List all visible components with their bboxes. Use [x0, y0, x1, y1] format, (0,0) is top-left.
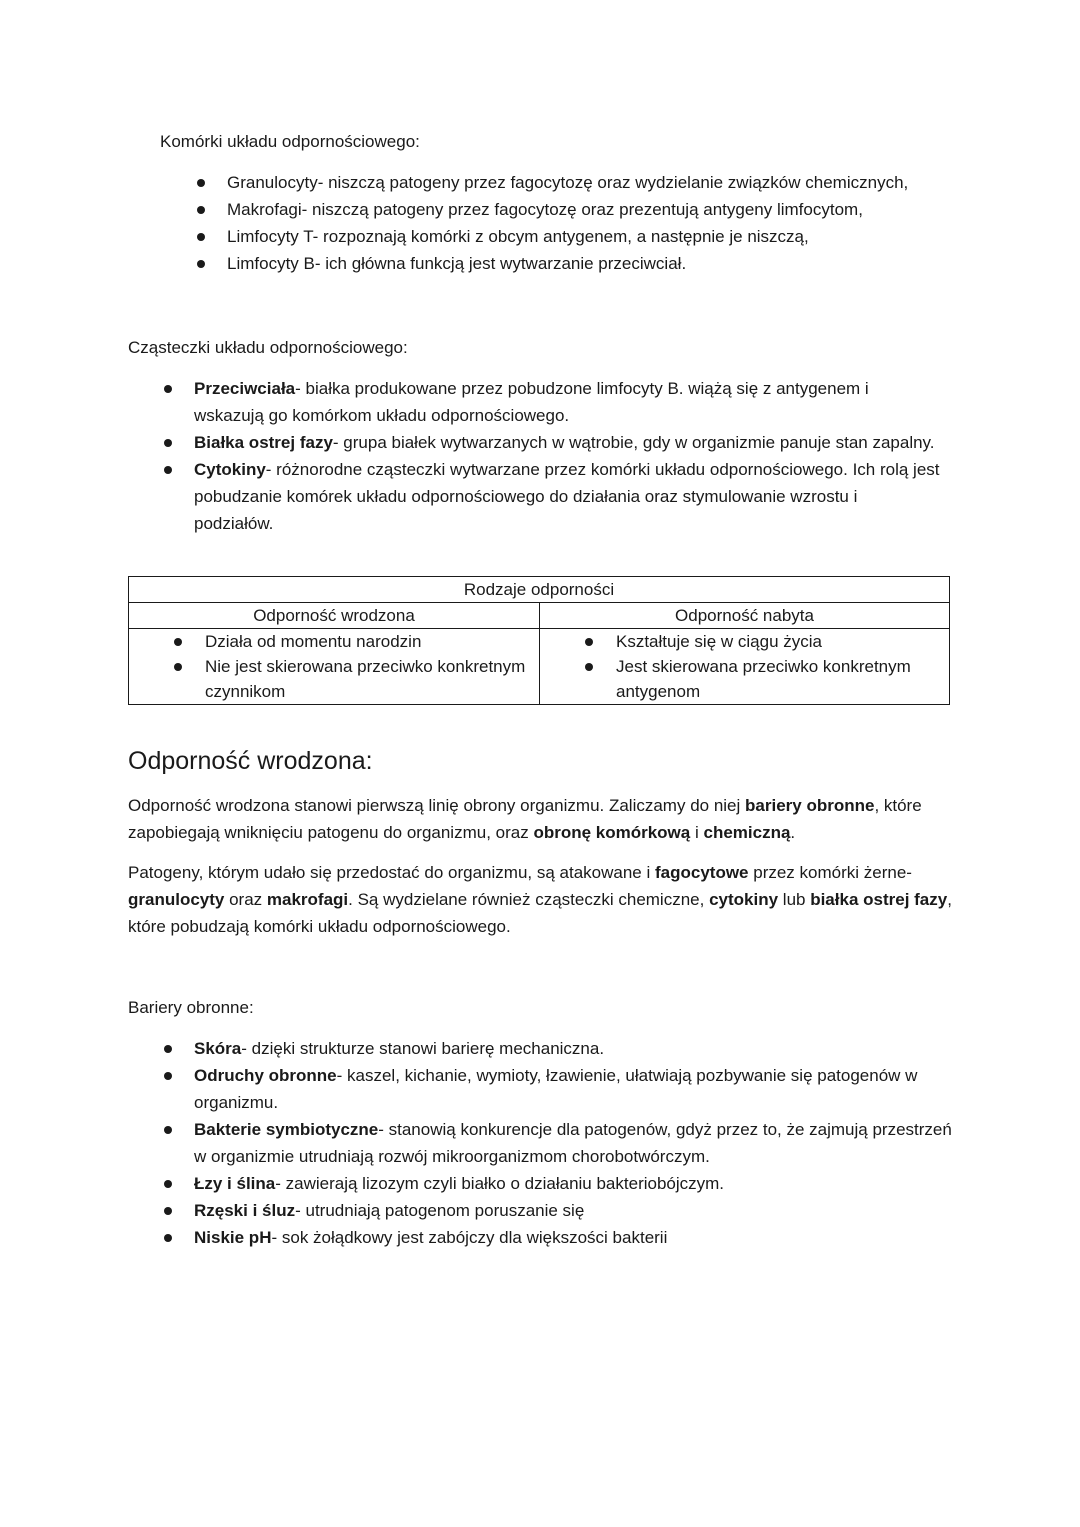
list-item: Odruchy obronne- kaszel, kichanie, wymioty, łzawienie, ułatwiają pozbywanie się patogenów w organizmu.	[160, 1062, 960, 1116]
list-item: Nie jest skierowana przeciwko konkretnym czynnikom	[129, 654, 539, 704]
molecules-heading: Cząsteczki układu odpornościowego:	[128, 338, 408, 357]
barriers-heading: Bariery obronne:	[128, 998, 254, 1017]
list-item: Cytokiny- różnorodne cząsteczki wytwarzane przez komórki układu odpornościowego. Ich rolą jest pobudzanie komórek układu odpornościowego do działania oraz stymulowanie wzrostu i podziałów.	[160, 456, 940, 537]
bullet-icon	[164, 1180, 172, 1188]
bullet-icon	[164, 466, 172, 474]
bullet-icon	[164, 1072, 172, 1080]
bullet-icon	[164, 439, 172, 447]
bullet-icon	[585, 638, 593, 646]
bullet-icon	[197, 179, 205, 187]
bullet-icon	[174, 638, 182, 646]
list-item: Niskie pH- sok żołądkowy jest zabójczy dla większości bakterii	[160, 1224, 960, 1251]
table-header-innate: Odporność wrodzona	[129, 603, 540, 629]
bullet-icon	[197, 260, 205, 268]
bullet-icon	[174, 663, 182, 671]
bullet-icon	[164, 1126, 172, 1134]
bullet-icon	[164, 1045, 172, 1053]
list-item: Limfocyty T- rozpoznają komórki z obcym antygenem, a następnie je niszczą,	[193, 223, 973, 250]
bullet-icon	[164, 385, 172, 393]
list-item: Limfocyty B- ich główna funkcją jest wytwarzanie przeciwciał.	[193, 250, 973, 277]
list-item: Przeciwciała- białka produkowane przez pobudzone limfocyty B. wiążą się z antygenem i wskazują go komórkom układu odpornościowego.	[160, 375, 940, 429]
list-item: Bakterie symbiotyczne- stanowią konkurencje dla patogenów, gdyż przez to, że zajmują przestrzeń w organizmie utrudniają rozwój mikroorganizmom chorobotwórczym.	[160, 1116, 960, 1170]
list-item: Rzęski i śluz- utrudniają patogenom poruszanie się	[160, 1197, 960, 1224]
list-item: Skóra- dzięki strukturze stanowi barierę mechaniczna.	[160, 1035, 960, 1062]
bullet-icon	[585, 663, 593, 671]
immunity-types-table	[128, 576, 950, 705]
list-item: Granulocyty- niszczą patogeny przez fagocytozę oraz wydzielanie związków chemicznych,	[193, 169, 973, 196]
list-item: Kształtuje się w ciągu życia	[540, 629, 949, 654]
section-title: Odporność wrodzona:	[128, 747, 373, 775]
bullet-icon	[164, 1234, 172, 1242]
list-item: Makrofagi- niszczą patogeny przez fagocytozę oraz prezentują antygeny limfocytom,	[193, 196, 973, 223]
list-item: Działa od momentu narodzin	[129, 629, 539, 654]
barriers-list	[160, 1035, 960, 1251]
paragraph-1: Odporność wrodzona stanowi pierwszą linię obrony organizmu. Zaliczamy do niej bariery obronne, które zapobiegają wniknięciu patogenu do organizmu, oraz obronę komórkową i chemiczną.	[128, 796, 922, 842]
list-item: Jest skierowana przeciwko konkretnym antygenom	[540, 654, 949, 704]
table-title: Rodzaje odporności	[129, 577, 950, 603]
list-item: Łzy i ślina- zawierają lizozym czyli białko o działaniu bakteriobójczym.	[160, 1170, 960, 1197]
table-cell-acquired	[540, 629, 950, 705]
table-cell-innate	[129, 629, 540, 705]
table-header-acquired: Odporność nabyta	[540, 603, 950, 629]
list-item: Białka ostrej fazy- grupa białek wytwarzanych w wątrobie, gdy w organizmie panuje stan zapalny.	[160, 429, 940, 456]
paragraph-2: Patogeny, którym udało się przedostać do organizmu, są atakowane i fagocytowe przez komórki żerne- granulocyty oraz makrofagi. Są wydzielane również cząsteczki chemiczne, cytokiny lub białka ostrej fazy, które pobudzają komórki układu odpornościowego.	[128, 863, 952, 936]
molecules-list	[160, 375, 940, 537]
cells-heading: Komórki układu odpornościowego:	[160, 132, 420, 151]
cells-list	[193, 169, 973, 277]
bullet-icon	[197, 206, 205, 214]
bullet-icon	[197, 233, 205, 241]
bullet-icon	[164, 1207, 172, 1215]
